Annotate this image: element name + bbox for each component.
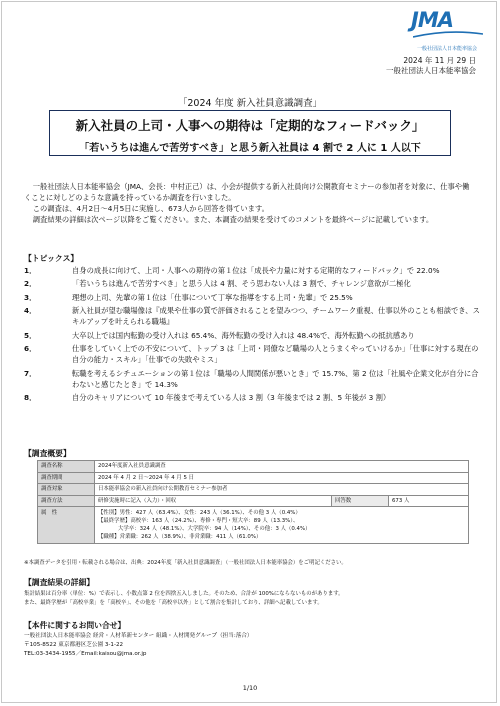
result-line: 集計結果は百分率（単位：%）で表示し、小数点第 2 位を四捨五入しました。そのため、合計が 100%にならないものがあります。	[24, 591, 344, 597]
topic-number: 1．	[24, 266, 37, 275]
topics-heading: 【トピックス】	[24, 254, 79, 263]
result-heading: 【調査結果の詳細】	[24, 578, 95, 587]
topic-text: 自身の成長に向けて、上司・人事への期待の第１位は「成長や力量に対する定期的なフィードバック」で 22.0%	[72, 266, 440, 275]
contact-org: 一般社団法人日本能率協会 経営・人材革新センター 組織・人材開発グループ（担当:落合）	[24, 633, 253, 639]
table-label: 調査名称	[38, 461, 95, 473]
date-block	[386, 56, 476, 76]
table-label: 属 性	[38, 507, 95, 543]
table-cell: 673 人	[389, 495, 469, 507]
logo-wordmark: JMA	[411, 8, 453, 32]
result-line: また、最終学歴が「高校卒業」を「高校卒」、その他を「高校卒以外」として割合を集計しており、詳細へ記載しています。	[24, 600, 323, 606]
topic-number: 3．	[24, 292, 37, 302]
topic-item	[24, 292, 484, 303]
table-row	[38, 472, 469, 484]
attr-education: 【最終学歴】高校卒：163 人（24.2%）、専修・専門・短大卒：89 人（13.3%）、	[98, 517, 299, 524]
topic-item	[24, 368, 484, 390]
topic-text: 自分のキャリアについて 10 年後まで考えている人は 3 割（3 年後までは 2 割、5 年後が 3 割）	[72, 393, 391, 403]
table-row	[38, 495, 469, 507]
topic-item	[24, 343, 484, 365]
intro-paragraph: この調査は、4月2日～4月5日に実施し、673人から回答を得ています。	[32, 204, 269, 213]
logo-subtitle: 一般社団法人日本能率協会	[417, 46, 478, 52]
table-cell: 日本能率協会の新入社員向け公開教育セミナー参加者	[95, 484, 469, 496]
table-label: 回答数	[332, 495, 389, 507]
intro-paragraph: 調査結果の詳細は次ページ以降をご覧ください。また、本調査の結果を受けてのコメントを最終ページに記載しています。	[32, 215, 434, 224]
intro-paragraph: 一般社団法人日本能率協会（JMA、会長：中村正己）は、小会が提供する新入社員向け公開教育セミナーの参加者を対象に、仕事や働くことに対しどのような意識を持っているか調査を行いました。	[24, 182, 470, 202]
table-label: 調査対象	[38, 484, 95, 496]
topics-list	[24, 265, 484, 406]
survey-title: 「2024 年度 新入社員意識調査」	[177, 98, 323, 109]
jma-logo	[411, 8, 487, 52]
contact-address: 〒105-8522 東京都港区芝公園 3-1-22	[24, 642, 124, 648]
topic-number: 2．	[24, 279, 37, 289]
attr-jobtype: 【職種】営業職：262 人（38.9%）、非営業職：411 人（61.0%）	[98, 534, 262, 541]
topic-text: 大卒以上では国内転勤の受け入れは 65.4%、海外転勤の受け入れは 48.4%で、海外転勤への抵抗感あり	[72, 330, 415, 340]
table-row	[38, 484, 469, 496]
table-label: 調査方法	[38, 495, 95, 507]
topic-number: 6．	[24, 344, 37, 354]
overview-heading: 【調査概要】	[24, 449, 71, 458]
issuer-org: 一般社団法人日本能率協会	[386, 66, 476, 75]
table-row	[38, 507, 469, 543]
contact-block	[24, 632, 253, 659]
topic-item	[24, 392, 484, 403]
headline-sub: 「若いうちは進んで苦労すべき」と思う新入社員は 4 割で 2 人に 1 人以下	[79, 143, 421, 154]
topic-number: 4．	[24, 306, 37, 316]
table-cell: 2024年度新入社員意識調査	[95, 461, 469, 473]
topic-text: 「若いうちは進んで苦労すべき」と思う人は 4 割、そう思わない人は 3 割で、チャレンジ意欲が二極化	[72, 279, 411, 289]
headline-main: 新入社員の上司・人事への期待は「定期的なフィードバック」	[75, 118, 425, 133]
table-label: 調査期間	[38, 472, 95, 484]
page-number: 1/10	[242, 684, 258, 692]
topic-text: 仕事をしていく上での不安について、トップ 3 は「上司・同僚など職場の人とうまくやっていけるか」「仕事に対する現在の自分の能力・スキル」「仕事での失敗やミス」	[72, 344, 479, 365]
contact-heading: 【本件に関するお問い合せ】	[24, 621, 126, 630]
topic-text: 理想の上司、先輩の第１位は「仕事について丁寧な指導をする上司・先輩」で 25.5%	[72, 292, 353, 302]
result-text	[24, 590, 479, 608]
intro-text	[24, 181, 476, 225]
table-cell: 2024 年 4 月 2 日～2024 年 4 月 5 日	[95, 472, 469, 484]
table-row	[38, 461, 469, 473]
topic-number: 8．	[24, 393, 37, 403]
topic-item	[24, 278, 484, 289]
topic-number: 5．	[24, 330, 37, 340]
overview-table	[37, 460, 469, 544]
citation-note: ※本調査データを引用・転載される場合は、出典：2024年度「新入社員意識調査」（一般社団法人日本能率協会）をご明記ください。	[24, 560, 347, 566]
logo-swoosh-icon	[413, 31, 483, 39]
contact-tel-email: TEL:03-3434-1955／Email:kaisou@jma.or.jp	[24, 651, 147, 657]
table-cell	[95, 507, 469, 543]
issue-date: 2024 年 11 月 29 日	[403, 56, 476, 65]
topic-text: 転職を考えるシチュエーションの第１位は「職場の人間関係が悪いとき」で 15.7%、第 2 位は「社風や企業文化が自分に合わないと感じたとき」で 14.3%	[72, 368, 479, 389]
topic-number: 7．	[24, 368, 37, 378]
topic-item	[24, 265, 484, 276]
attr-education-cont: 大学卒：324 人（48.1%）、大学院卒：94 人（14%）、その他：3 人（0.4%）	[118, 525, 311, 532]
table-cell: 研修実施時に記入（入力）・回収	[95, 495, 332, 507]
headline-box	[49, 110, 451, 156]
attr-gender: 【性別】男性：427 人（63.4%）、女性：243 人（36.1%）、その他 3 人（0.4%）	[98, 509, 301, 516]
topic-item	[24, 305, 484, 327]
topic-item	[24, 330, 484, 341]
topic-text: 新入社員が望む職場像は『成果や仕事の質で評価されることを望みつつ、チームワーク重視、仕事以外のことも相談でき、スキルアップを叶えられる職場』	[72, 306, 480, 327]
